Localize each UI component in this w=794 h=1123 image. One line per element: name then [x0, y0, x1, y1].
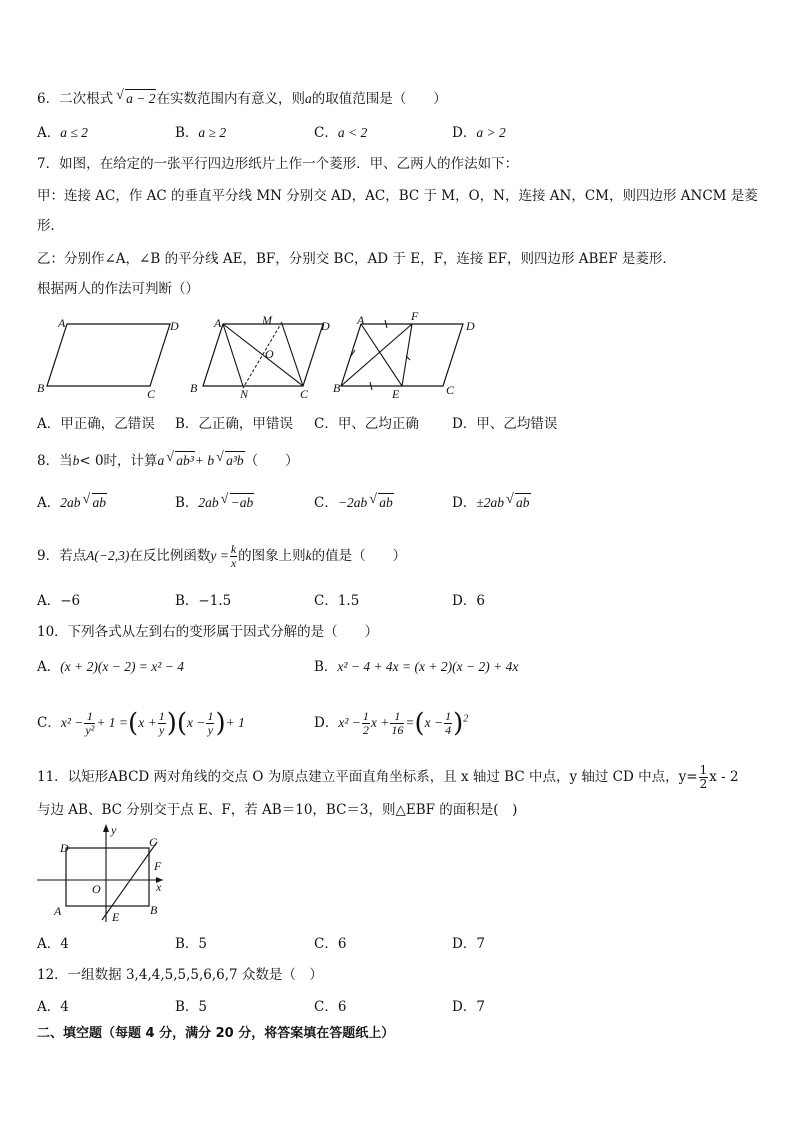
label-a: A	[58, 316, 66, 330]
label-f: F	[154, 859, 162, 873]
q11-option-b: B．5	[175, 936, 208, 952]
label-b: B	[190, 381, 198, 395]
label-e: E	[112, 910, 120, 924]
q9-option-a: A．−6	[37, 593, 81, 609]
q10-option-b: B．x² − 4 + 4x = (x + 2)(x − 2) + 4x	[314, 659, 519, 675]
q10-option-c: C．x² − $\frac{1}{\text{y²}}$ + 1 =(x + $\frac{1}{y}$ )(x − $\frac{1}{y}$ )+ 1	[37, 708, 245, 739]
q6-option-d: D．a > 2	[452, 125, 506, 141]
q7-prompt: 根据两人的作法可判断（）	[37, 281, 199, 297]
q6-option-a: A．a ≤ 2	[37, 125, 88, 141]
q10-option-d: D．x² − $\frac{1}{2}$ x + $\frac{1}{16}$ =(x − $\frac{1}{4}$ )$^2$	[314, 708, 469, 739]
q7-stem: 7．如图，在给定的一张平行四边形纸片上作一个菱形．甲、乙两人的作法如下：	[37, 156, 519, 172]
parallelogram-1	[37, 316, 179, 400]
q7-option-c: C．甲、乙均正确	[314, 416, 419, 432]
label-c: C	[147, 387, 156, 400]
q12-option-b: B．5	[175, 999, 208, 1015]
q11-line1: 11．以矩形ABCD 两对角线的交点 O 为原点建立平面直角坐标系，且 x 轴过 BC 中点，y 轴过 CD 中点，y= $\frac{1}{2}$ x - 2	[37, 763, 739, 791]
q9-option-d: D．6	[452, 593, 485, 609]
section-2-heading: 二、填空题（每题 4 分，满分 20 分，将答案填在答题纸上）	[37, 1026, 395, 1041]
parallelogram-2-jia	[190, 313, 330, 400]
q6-stem: 6．二次根式√ a − 2在实数范围内有意义，则a的取值范围是（ ）	[37, 89, 447, 108]
label-m: M	[262, 313, 272, 327]
q7-option-b: B．乙正确，甲错误	[175, 416, 293, 432]
label-y: y	[111, 823, 117, 837]
label-x: x	[156, 880, 162, 894]
q8-option-a: A．2ab√ ab	[37, 493, 107, 512]
label-d: D	[60, 841, 69, 855]
q6-option-c: C．a < 2	[314, 125, 368, 141]
q8-option-d: D．±2ab√ ab	[452, 493, 531, 512]
q7-option-d: D．甲、乙均错误	[452, 416, 558, 432]
q12-stem: 12．一组数据 3,4,4,5,5,5,6,6,7 众数是（ ）	[37, 967, 323, 983]
q8-stem: 8．当b< 0时，计算a√ ab³+ b√ a³b（ ）	[37, 451, 299, 470]
q12-option-c: C．6	[314, 999, 347, 1015]
label-d: D	[466, 319, 475, 333]
label-d: D	[170, 319, 179, 333]
q12-option-d: D．7	[452, 999, 485, 1015]
q6-option-b: B．a ≥ 2	[175, 125, 227, 141]
q8-option-b: B．2ab√ −ab	[175, 493, 254, 512]
label-a: A	[214, 316, 222, 330]
label-d: D	[321, 319, 330, 333]
label-o: O	[265, 347, 274, 361]
q10-option-a: A．(x + 2)(x − 2) = x² − 4	[37, 659, 184, 675]
q11-option-a: A．4	[37, 936, 69, 952]
q7-yi: 乙：分别作∠A，∠B 的平分线 AE，BF，分别交 BC，AD 于 E，F，连接 EF，则四边形 ABEF 是菱形．	[37, 251, 676, 267]
label-n: N	[240, 387, 249, 400]
label-b: B	[37, 381, 45, 395]
q10-stem: 10．下列各式从左到右的变形属于因式分解的是（ ）	[37, 624, 379, 640]
label-e: E	[392, 387, 400, 400]
q12-option-a: A．4	[37, 999, 69, 1015]
q11-option-d: D．7	[452, 936, 485, 952]
label-c: C	[149, 835, 158, 849]
label-b: B	[150, 903, 158, 917]
q11-line2: 与边 AB、BC 分别交于点 E、F，若 AB＝10，BC＝3，则△EBF 的面积是( )	[37, 802, 518, 818]
label-c: C	[300, 387, 309, 400]
label-c: C	[446, 383, 455, 397]
label-b: B	[333, 381, 341, 395]
q9-option-b: B．−1.5	[175, 593, 232, 609]
q11-option-c: C．6	[314, 936, 347, 952]
label-a: A	[54, 904, 62, 918]
label-o: O	[92, 882, 101, 896]
label-a: A	[357, 313, 365, 327]
q9-option-c: C．1.5	[314, 593, 360, 609]
q8-option-c: C．−2ab√ ab	[314, 493, 394, 512]
label-f: F	[411, 310, 419, 323]
q7-figure	[30, 310, 490, 400]
q9-stem: 9．若点A(−2,3)在反比例函数y = $\frac{k}{x}$ 的图象上则k的值是（ ）	[37, 542, 407, 570]
rectangle-abcd	[66, 848, 149, 906]
q7-jia-line1: 甲：连接 AC，作 AC 的垂直平分线 MN 分别交 AD，AC，BC 于 M，O，N，连接 AN，CM，则四边形 ANCM 是菱	[37, 188, 758, 204]
q11-figure	[35, 822, 175, 924]
parallelogram-3-yi	[333, 310, 475, 400]
q7-jia-line2: 形．	[37, 218, 64, 234]
q7-option-a: A．甲正确，乙错误	[37, 416, 155, 432]
